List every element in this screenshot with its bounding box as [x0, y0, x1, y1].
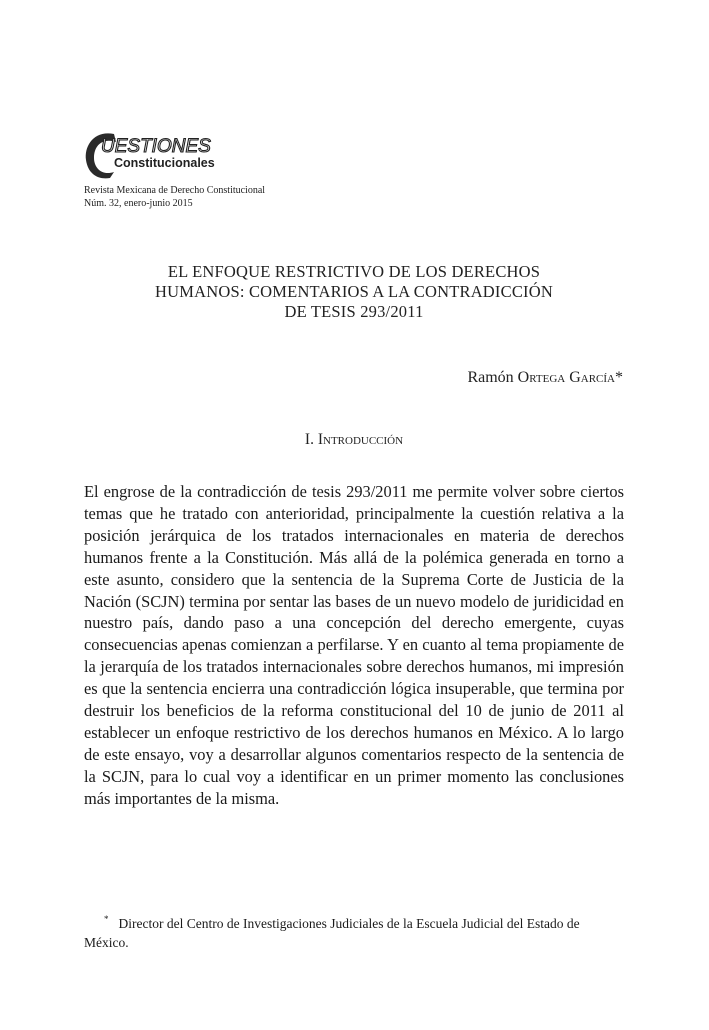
title-line-3: DE TESIS 293/2011 — [284, 302, 424, 321]
journal-name: Revista Mexicana de Derecho Constitucional — [84, 185, 266, 196]
author-first-name: Ramón — [467, 369, 514, 386]
section-title: Introducción — [317, 431, 404, 448]
logo-wordmark: UESTIONES — [101, 136, 211, 157]
journal-info — [84, 184, 265, 210]
footnote-mark: * — [104, 914, 109, 924]
footnote — [84, 910, 624, 952]
author-footnote-mark: * — [615, 369, 623, 386]
title-line-1: EL ENFOQUE RESTRICTIVO DE LOS DERECHOS — [167, 262, 541, 281]
author-line — [467, 369, 623, 387]
title-line-2: HUMANOS: COMENTARIOS A LA CONTRADICCIÓN — [155, 282, 553, 301]
journal-logo — [84, 128, 264, 184]
journal-issue: Núm. 32, enero-junio 2015 — [84, 198, 193, 209]
logo-subtitle: Constitucionales — [114, 156, 215, 170]
section-heading — [84, 431, 624, 449]
article-title — [84, 262, 624, 322]
author-last-name: Ortega García — [517, 369, 615, 386]
body-paragraph: El engrose de la contradicción de tesis 293/2011 me permite volver sobre ciertos temas que he tratado con anterioridad, principalmente la cuestión relativa a la posición jerárquica de los tratados internacionales en materia de derechos humanos frente a la Constitución. Más allá de la polémica generada en torno a este asunto, considero que la sentencia de la Suprema Corte de Justicia de la Nación (SCJN) termina por sentar las bases de un nuevo modelo de juridicidad en nuestro país, dando paso a una concepción del derecho emergente, cuyas consecuencias apenas comienzan a perfilarse. Y en cuanto al tema propiamente de la jerarquía de los tratados internacionales sobre derechos humanos, mi impresión es que la sentencia encierra una contradicción lógica insuperable, que termina por destruir los beneficios de la reforma constitucional del 10 de junio de 2011 al establecer un enfoque restrictivo de los derechos humanos en México. A lo largo de este ensayo, voy a desarrollar algunos comentarios respecto de la sentencia de la SCJN, para lo cual voy a identificar en un primer momento las conclusiones más importantes de la misma. — [84, 482, 624, 808]
section-number: I. — [304, 431, 314, 448]
footnote-text: Director del Centro de Investigaciones Judiciales de la Escuela Judicial del Estado de México. — [84, 916, 580, 950]
